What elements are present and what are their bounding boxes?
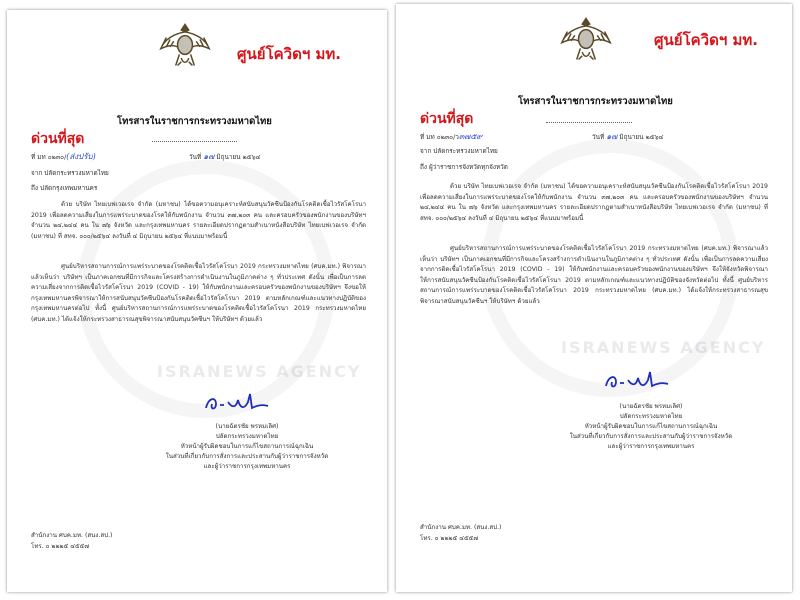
paragraph-2: ศูนย์บริหารสถานการณ์การแพร่ระบาดของโรคติดเชื้อไวรัสโคโรนา 2019 กระทรวงมหาดไทย (ศบค.มท.) พิจารณาแล้วเห็นว่า บริษัทฯ เป็นภาคเอกชนที่มีการกิจและโครงสร้างการดำเนินงานในภูมิภาคต่าง ๆ ทั่วประเทศ ดังนั้น เพื่อเป็นการลดความเสี่ยงจากการติดเชื้อไวรัสโคโรนา 2019 (COVID - 19) ให้กับพนักงานและครอบครัวของพนักงานของบริษัทฯ จึงขอให้กรุงเทพมหานครพิจารณาให้การสนับสนุนวัคซีนป้องกันโรคติดเชื้อไวรัสโคโรนา 2019 ตามหลักเกณฑ์และแนวทางปฏิบัติของกรุงเทพมหานครต่อไป ทั้งนี้ ศูนย์บริหารสถานการณ์การแพร่ระบาดของโรคติดเชื้อไวรัสโคโรนา 2019 กระทรวงมหาดไทย (ศบค.มท.) ได้แจ้งให้กระทรวงสาธารณสุขพิจารณาสนับสนุนวัคซีนฯ ให้บริษัทฯ ด้วยแล้ว	[31, 263, 366, 323]
reference-number	[420, 130, 482, 143]
from-line: จาก ปลัดกระทรวงมหาดไทย	[420, 147, 498, 155]
paragraph-1: ด้วย บริษัท ไทยเบฟเวอเรจ จำกัด (มหาชน) ได้ขอความอนุเคราะห์สนับสนุนวัคซีนป้องกันโรคติดเชื้อไวรัสโคโรนา 2019 เพื่อลดความเสี่ยงในการแพร่ระบาดของโรคให้กับพนักงาน จำนวน ๓๗,๒๐๓ คน และครอบครัวของพนักงานของบริษัทฯ จำนวน ๒๔,๒๔๔ คน ใน ๗๖ จังหวัด และกรุงเทพมหานคร รายละเอียดปรากฏตามสำเนาหนังสือบริษัท ไทยเบฟเวอเรจ จำกัด (มหาชน) ที่ สทจ. ๐๐๐/๒๕๖๔ ลงวันที่ ๔ มิถุนายน ๒๕๖๔ ที่แนบมาพร้อมนี้	[420, 183, 768, 222]
document-title: โทรสารในราชการกระทรวงมหาดไทย	[117, 116, 272, 127]
urgent-stamp: ด่วนที่สุด	[420, 111, 474, 127]
signer-block	[127, 422, 367, 472]
to-line: ถึง ผู้ว่าราชการจังหวัดทุกจังหวัด	[420, 163, 508, 171]
signature-icon	[602, 366, 672, 392]
date-label: วันที่	[592, 133, 605, 141]
signer-title: ปลัดกระทรวงมหาดไทย	[619, 413, 683, 420]
date-label: วันที่	[189, 153, 202, 161]
dotted-line	[152, 141, 237, 142]
signer-role: หัวหน้าผู้รับผิดชอบในการแก้ไขสถานการณ์ฉุกเฉิน	[180, 443, 314, 450]
reference-number-text: ที่ มท ๐๒๓๐/ว	[420, 133, 459, 141]
date-day-handwritten: ๑๗	[606, 132, 618, 141]
from-line: จาก ปลัดกระทรวงมหาดไทย	[31, 169, 109, 177]
signer-role: หัวหน้าผู้รับผิดชอบในการแก้ไขสถานการณ์ฉุกเฉิน	[584, 423, 718, 430]
signer-role-detail: ในส่วนที่เกี่ยวกับการสั่งการและประสานกับผู้ว่าราชการจังหวัด	[165, 453, 329, 460]
signer-name: (นายฉัตรชัย พรหมเลิศ)	[215, 423, 279, 430]
watermark-text: ISRANEWS AGENCY	[157, 362, 362, 381]
covid-center-stamp: ศูนย์โควิดฯ มท.	[237, 45, 341, 63]
garuda-emblem-icon	[558, 10, 614, 68]
date-month-year: มิถุนายน ๒๕๖๔	[216, 153, 261, 161]
document-title: โทรสารในราชการกระทรวงมหาดไทย	[518, 96, 673, 107]
signer-block	[526, 402, 776, 452]
signer-name: (นายฉัตรชัย พรหมเลิศ)	[619, 403, 683, 410]
garuda-emblem-icon	[157, 16, 213, 74]
date-line	[189, 150, 261, 163]
signer-role-detail: ในส่วนที่เกี่ยวกับการสั่งการและประสานกับผู้ว่าราชการจังหวัด	[569, 433, 733, 440]
signer-title: ปลัดกระทรวงมหาดไทย	[215, 433, 279, 440]
watermark-text: ISRANEWS AGENCY	[561, 338, 766, 357]
date-month-year: มิถุนายน ๒๕๖๔	[619, 133, 664, 141]
dotted-line	[546, 122, 632, 123]
footer-office: สำนักงาน ศบค.มท. (สนง.สป.)	[31, 532, 113, 539]
paragraph-1: ด้วย บริษัท ไทยเบฟเวอเรจ จำกัด (มหาชน) ได้ขอความอนุเคราะห์สนับสนุนวัคซีนป้องกันโรคติดเชื้อไวรัสโคโรนา 2019 เพื่อลดความเสี่ยงในการแพร่ระบาดของโรคให้กับพนักงาน จำนวน ๓๗,๒๐๓ คน และครอบครัวของพนักงานของบริษัทฯ จำนวน ๒๔,๒๔๔ คน ใน ๗๖ จังหวัด และกรุงเทพมหานคร รายละเอียดปรากฏตามสำเนาหนังสือบริษัท ไทยเบฟเวอเรจ จำกัด (มหาชน) ที่ สทจ. ๐๐๐/๒๕๖๔ ลงวันที่ ๔ มิถุนายน ๒๕๖๔ ที่แนบมาพร้อมนี้	[31, 201, 366, 240]
reference-number-text: ที่ มท ๐๒๓๐/	[31, 153, 67, 161]
reference-handwritten: (ส่งปรับ)	[66, 152, 96, 161]
to-line: ถึง ปลัดกรุงเทพมหานคร	[31, 184, 98, 192]
covid-center-stamp: ศูนย์โควิดฯ มท.	[654, 31, 758, 49]
document-right	[396, 4, 792, 592]
footer-fax: โทร. ๐ ๒๒๒๕ ๔๕๕๗	[31, 543, 89, 550]
reference-handwritten: ๓๗๕๙	[458, 132, 483, 141]
signer-role-detail-2: และผู้ว่าราชการกรุงเทพมหานคร	[203, 463, 291, 470]
document-left	[7, 10, 387, 592]
footer-office: สำนักงาน ศบค.มท. (สนง.สป.)	[420, 524, 502, 531]
signature-icon	[202, 388, 272, 414]
date-line	[592, 130, 664, 143]
footer	[31, 530, 112, 552]
date-day-handwritten: ๑๗	[203, 152, 215, 161]
signer-role-detail-2: และผู้ว่าราชการกรุงเทพมหานคร	[607, 443, 695, 450]
paragraph-2: ศูนย์บริหารสถานการณ์การแพร่ระบาดของโรคติดเชื้อไวรัสโคโรนา 2019 กระทรวงมหาดไทย (ศบค.มท.) พิจารณาแล้วเห็นว่า บริษัทฯ เป็นภาคเอกชนที่มีการกิจและโครงสร้างการดำเนินงานในภูมิภาคต่าง ๆ ทั่วประเทศ ดังนั้น เพื่อเป็นการลดความเสี่ยงจากการติดเชื้อไวรัสโคโรนา 2019 (COVID - 19) ให้กับพนักงานและครอบครัวของพนักงานของบริษัทฯ จึงให้จังหวัดพิจารณาให้การสนับสนุนวัคซีนป้องกันโรคติดเชื้อไวรัสโคโรนา 2019 ตามหลักเกณฑ์และแนวทางปฏิบัติของจังหวัดต่อไป ทั้งนี้ ศูนย์บริหารสถานการณ์การแพร่ระบาดของโรคติดเชื้อไวรัสโคโรนา 2019 กระทรวงมหาดไทย (ศบค.มท.) ได้แจ้งให้กระทรวงสาธารณสุขพิจารณาสนับสนุนวัคซีนฯ ให้บริษัทฯ ด้วยแล้ว	[420, 245, 768, 305]
reference-number	[31, 150, 96, 163]
footer	[420, 522, 501, 544]
footer-fax: โทร. ๐ ๒๒๒๕ ๔๕๕๗	[420, 535, 478, 542]
urgent-stamp: ด่วนที่สุด	[31, 131, 85, 147]
